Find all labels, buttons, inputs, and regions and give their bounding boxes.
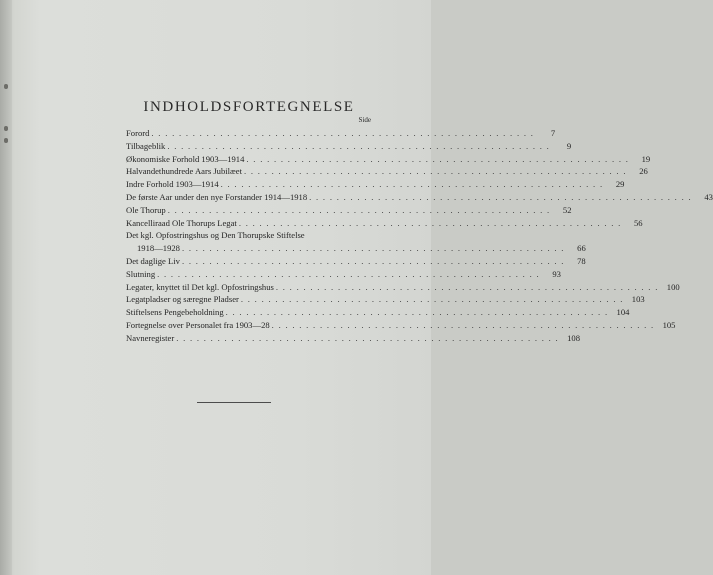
toc-entry-label: Forord [126,128,150,138]
toc-entries [126,127,713,345]
page-column-label: Side [358,116,371,124]
toc-entry [126,178,625,191]
toc-entry-label: Det daglige Liv [126,255,180,266]
toc-entry [126,127,556,140]
toc-entry-label: Slutning [126,268,156,279]
toc-entry [126,140,572,153]
divider-rule [197,402,271,403]
table-of-contents [126,98,713,345]
toc-entry-page: 100 [666,281,680,292]
toc-entry-page: 66 [577,243,586,254]
toc-entry-page: 7 [550,128,556,138]
toc-entry-page: 56 [634,217,643,228]
toc-entry [126,229,372,242]
toc-entry-continuation [126,242,586,255]
toc-entry [126,153,651,166]
toc-entry [126,165,648,178]
binding-stitch [4,84,8,89]
toc-entry [126,293,645,306]
toc-entry-label: Stiftelsens Pengebeholdning [126,307,224,318]
leader-dots: . . . . . . . . . . . . . . . . . . . . . . . . . . . . . . . . . . . . . . . . . . . . . . . . . . . . . . . . [240,294,624,305]
toc-entry-label-continuation: 1918—1928 [137,243,180,254]
toc-entry-page: 108 [567,332,580,343]
leader-dots: . . . . . . . . . . . . . . . . . . . . . . . . . . . . . . . . . . . . . . . . . . . . . . . . . . . . . . . . [271,319,655,330]
leader-dots: . . . . . . . . . . . . . . . . . . . . . . . . . . . . . . . . . . . . . . . . . . . . . . . . . . . . . . . . [157,268,540,279]
toc-entry-label: Halvandethundrede Aars Jubilæet [126,166,242,177]
leader-dots: . . . . . . . . . . . . . . . . . . . . . . . . . . . . . . . . . . . . . . . . . . . . . . . . . . . . . . . . [181,255,565,266]
toc-entry-label: Legatpladser og særegne Pladser [126,294,239,305]
toc-entry-page: 43 [704,191,713,202]
toc-entry-page: 29 [615,179,625,190]
toc-entry-label: Økonomiske Forhold 1903—1914 [126,153,245,164]
toc-entry-label: Indre Forhold 1903—1914 [126,179,219,190]
toc-entry-label: Legater, knyttet til Det kgl. Opfostringshus [126,281,274,292]
toc-entry [126,217,643,230]
leader-dots: . . . . . . . . . . . . . . . . . . . . . . . . . . . . . . . . . . . . . . . . . . . . . . . . . . . . . . . . [176,332,559,343]
leader-dots: . . . . . . . . . . . . . . . . . . . . . . . . . . . . . . . . . . . . . . . . . . . . . . . . . . . . . . . . [309,191,692,202]
toc-entry-page: 93 [552,268,561,279]
leader-dots: . . . . . . . . . . . . . . . . . . . . . . . . . . . . . . . . . . . . . . . . . . . . . . . . . . . . . . . . [167,204,551,215]
toc-entry [126,332,580,345]
toc-entry-page: 78 [577,255,586,266]
toc-entry-label: Ole Thorup [126,204,166,215]
toc-title: INDHOLDSFORTEGNELSE [143,99,355,115]
binding-stitch [4,126,8,131]
leader-dots: . . . . . . . . . . . . . . . . . . . . . . . . . . . . . . . . . . . . . . . . . . . . . . . . . . . . . . . . [167,140,551,151]
toc-entry-label: Navneregister [126,332,175,343]
leader-dots: . . . . . . . . . . . . . . . . . . . . . . . . . . . . . . . . . . . . . . . . . . . . . . . . . . . . . . . . [244,166,627,177]
leader-dots: . . . . . . . . . . . . . . . . . . . . . . . . . . . . . . . . . . . . . . . . . . . . . . . . . . . . . . . . [181,243,565,254]
leader-dots: . . . . . . . . . . . . . . . . . . . . . . . . . . . . . . . . . . . . . . . . . . . . . . . . . . . . . . . . [151,128,535,138]
toc-entry-label: Det kgl. Opfostringshus og Den Thorupske Stiftelse [126,230,305,241]
toc-entry-page: 104 [616,307,630,318]
toc-entry-label: Fortegnelse over Personalet fra 1903—28 [126,319,270,330]
toc-entry-page: 105 [662,319,676,330]
toc-entry [126,306,630,319]
toc-entry-label: Tilbageblik [126,140,166,151]
toc-entry [126,319,676,332]
leader-dots: . . . . . . . . . . . . . . . . . . . . . . . . . . . . . . . . . . . . . . . . . . . . . . . . . . . . . . . . [275,281,659,292]
toc-entry [126,255,586,268]
leader-dots: . . . . . . . . . . . . . . . . . . . . . . . . . . . . . . . . . . . . . . . . . . . . . . . . . . . . . . . . [238,217,622,228]
toc-entry [126,204,572,217]
leader-dots: . . . . . . . . . . . . . . . . . . . . . . . . . . . . . . . . . . . . . . . . . . . . . . . . . . . . . . . . [246,153,630,164]
leader-dots: . . . . . . . . . . . . . . . . . . . . . . . . . . . . . . . . . . . . . . . . . . . . . . . . . . . . . . . . [220,179,604,190]
toc-entry-page: 19 [641,153,651,164]
leader-dots: . . . . . . . . . . . . . . . . . . . . . . . . . . . . . . . . . . . . . . . . . . . . . . . . . . . . . . . . [225,307,609,318]
toc-entry-page: 9 [566,140,572,151]
toc-entry [126,191,713,204]
toc-entry [126,268,561,281]
binding-stitch [4,138,8,143]
toc-entry-label: Kancelliraad Ole Thorups Legat [126,217,237,228]
toc-entry-page: 26 [639,166,648,177]
toc-entry-page: 103 [631,294,645,305]
toc-entry [126,281,680,294]
toc-entry-page: 52 [562,204,572,215]
toc-entry-label: De første Aar under den nye Forstander 1914—1918 [126,191,308,202]
